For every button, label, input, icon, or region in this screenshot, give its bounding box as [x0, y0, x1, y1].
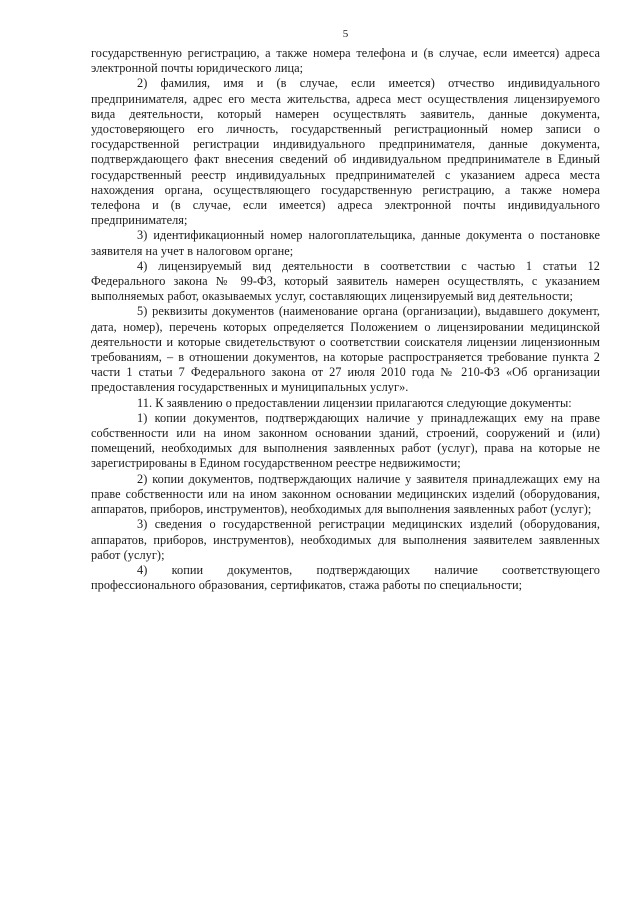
paragraph-item-2: 2) фамилия, имя и (в случае, если имеется) отчество индивидуального предпринимателя, адрес его места жительства, адреса мест осуществления лицензируемого вида деятельности, который намерен осуществлять заявитель, данные документа, удостоверяющего его личность, государственный регистрационный номер записи о государственной регистрации индивидуального предпринимателя, данные документа, подтверждающего факт внесения сведений об индивидуальном предпринимателе в Единый государственный реестр индивидуальных предпринимателей с указанием адреса места нахождения органа, осуществляющего государственную регистрацию, а также номера телефона и (в случае, если имеется) адреса электронной почты индивидуального предпринимателя;	[91, 76, 600, 228]
paragraph-item-4: 4) лицензируемый вид деятельности в соответствии с частью 1 статьи 12 Федерального закона № 99-ФЗ, который заявитель намерен осуществлять, с указанием выполняемых работ, оказываемых услуг, составляющих лицензируемый вид деятельности;	[91, 258, 600, 304]
paragraph-item-5: 5) реквизиты документов (наименование органа (организации), выдавшего документ, дата, номер), перечень которых определяется Положением о лицензировании медицинской деятельности и которые свидетельствуют о соответствии соискателя лицензии лицензионным требованиям, – в отношении документов, на которые распространяется требование пункта 2 части 1 статьи 7 Федерального закона от 27 июля 2010 года № 210-ФЗ «Об организации предоставления государственных и муниципальных услуг».	[91, 304, 600, 395]
paragraph-attachment-2: 2) копии документов, подтверждающих наличие у заявителя принадлежащих ему на праве собственности или на ином законном основании медицинских изделий (оборудования, аппаратов, приборов, инструментов), необходимых для выполнения заявленных работ (услуг);	[91, 471, 600, 517]
paragraph-continuation: государственную регистрацию, а также номера телефона и (в случае, если имеется) адреса электронной почты юридического лица;	[91, 46, 600, 76]
paragraph-attachment-3: 3) сведения о государственной регистрации медицинских изделий (оборудования, аппаратов, приборов, инструментов), необходимых для выполнения заявителем заявленных работ (услуг);	[91, 517, 600, 562]
page-number: 5	[342, 28, 349, 40]
paragraph-attachment-1: 1) копии документов, подтверждающих наличие у принадлежащих ему на праве собственности или на ином законном основании зданий, строений, сооружений и (или) помещений, необходимых для выполнения заявленных работ (услуг), права на которые не зарегистрированы в Едином государственном реестре недвижимости;	[91, 410, 600, 471]
paragraph-section-11: 11. К заявлению о предоставлении лицензии прилагаются следующие документы:	[137, 395, 572, 410]
paragraph-attachment-4: 4) копии документов, подтверждающих наличие соответствующего профессионального образования, сертификатов, стажа работы по специальности;	[91, 562, 600, 593]
paragraph-item-3: 3) идентификационный номер налогоплательщика, данные документа о постановке заявителя на учет в налоговом органе;	[91, 228, 600, 258]
